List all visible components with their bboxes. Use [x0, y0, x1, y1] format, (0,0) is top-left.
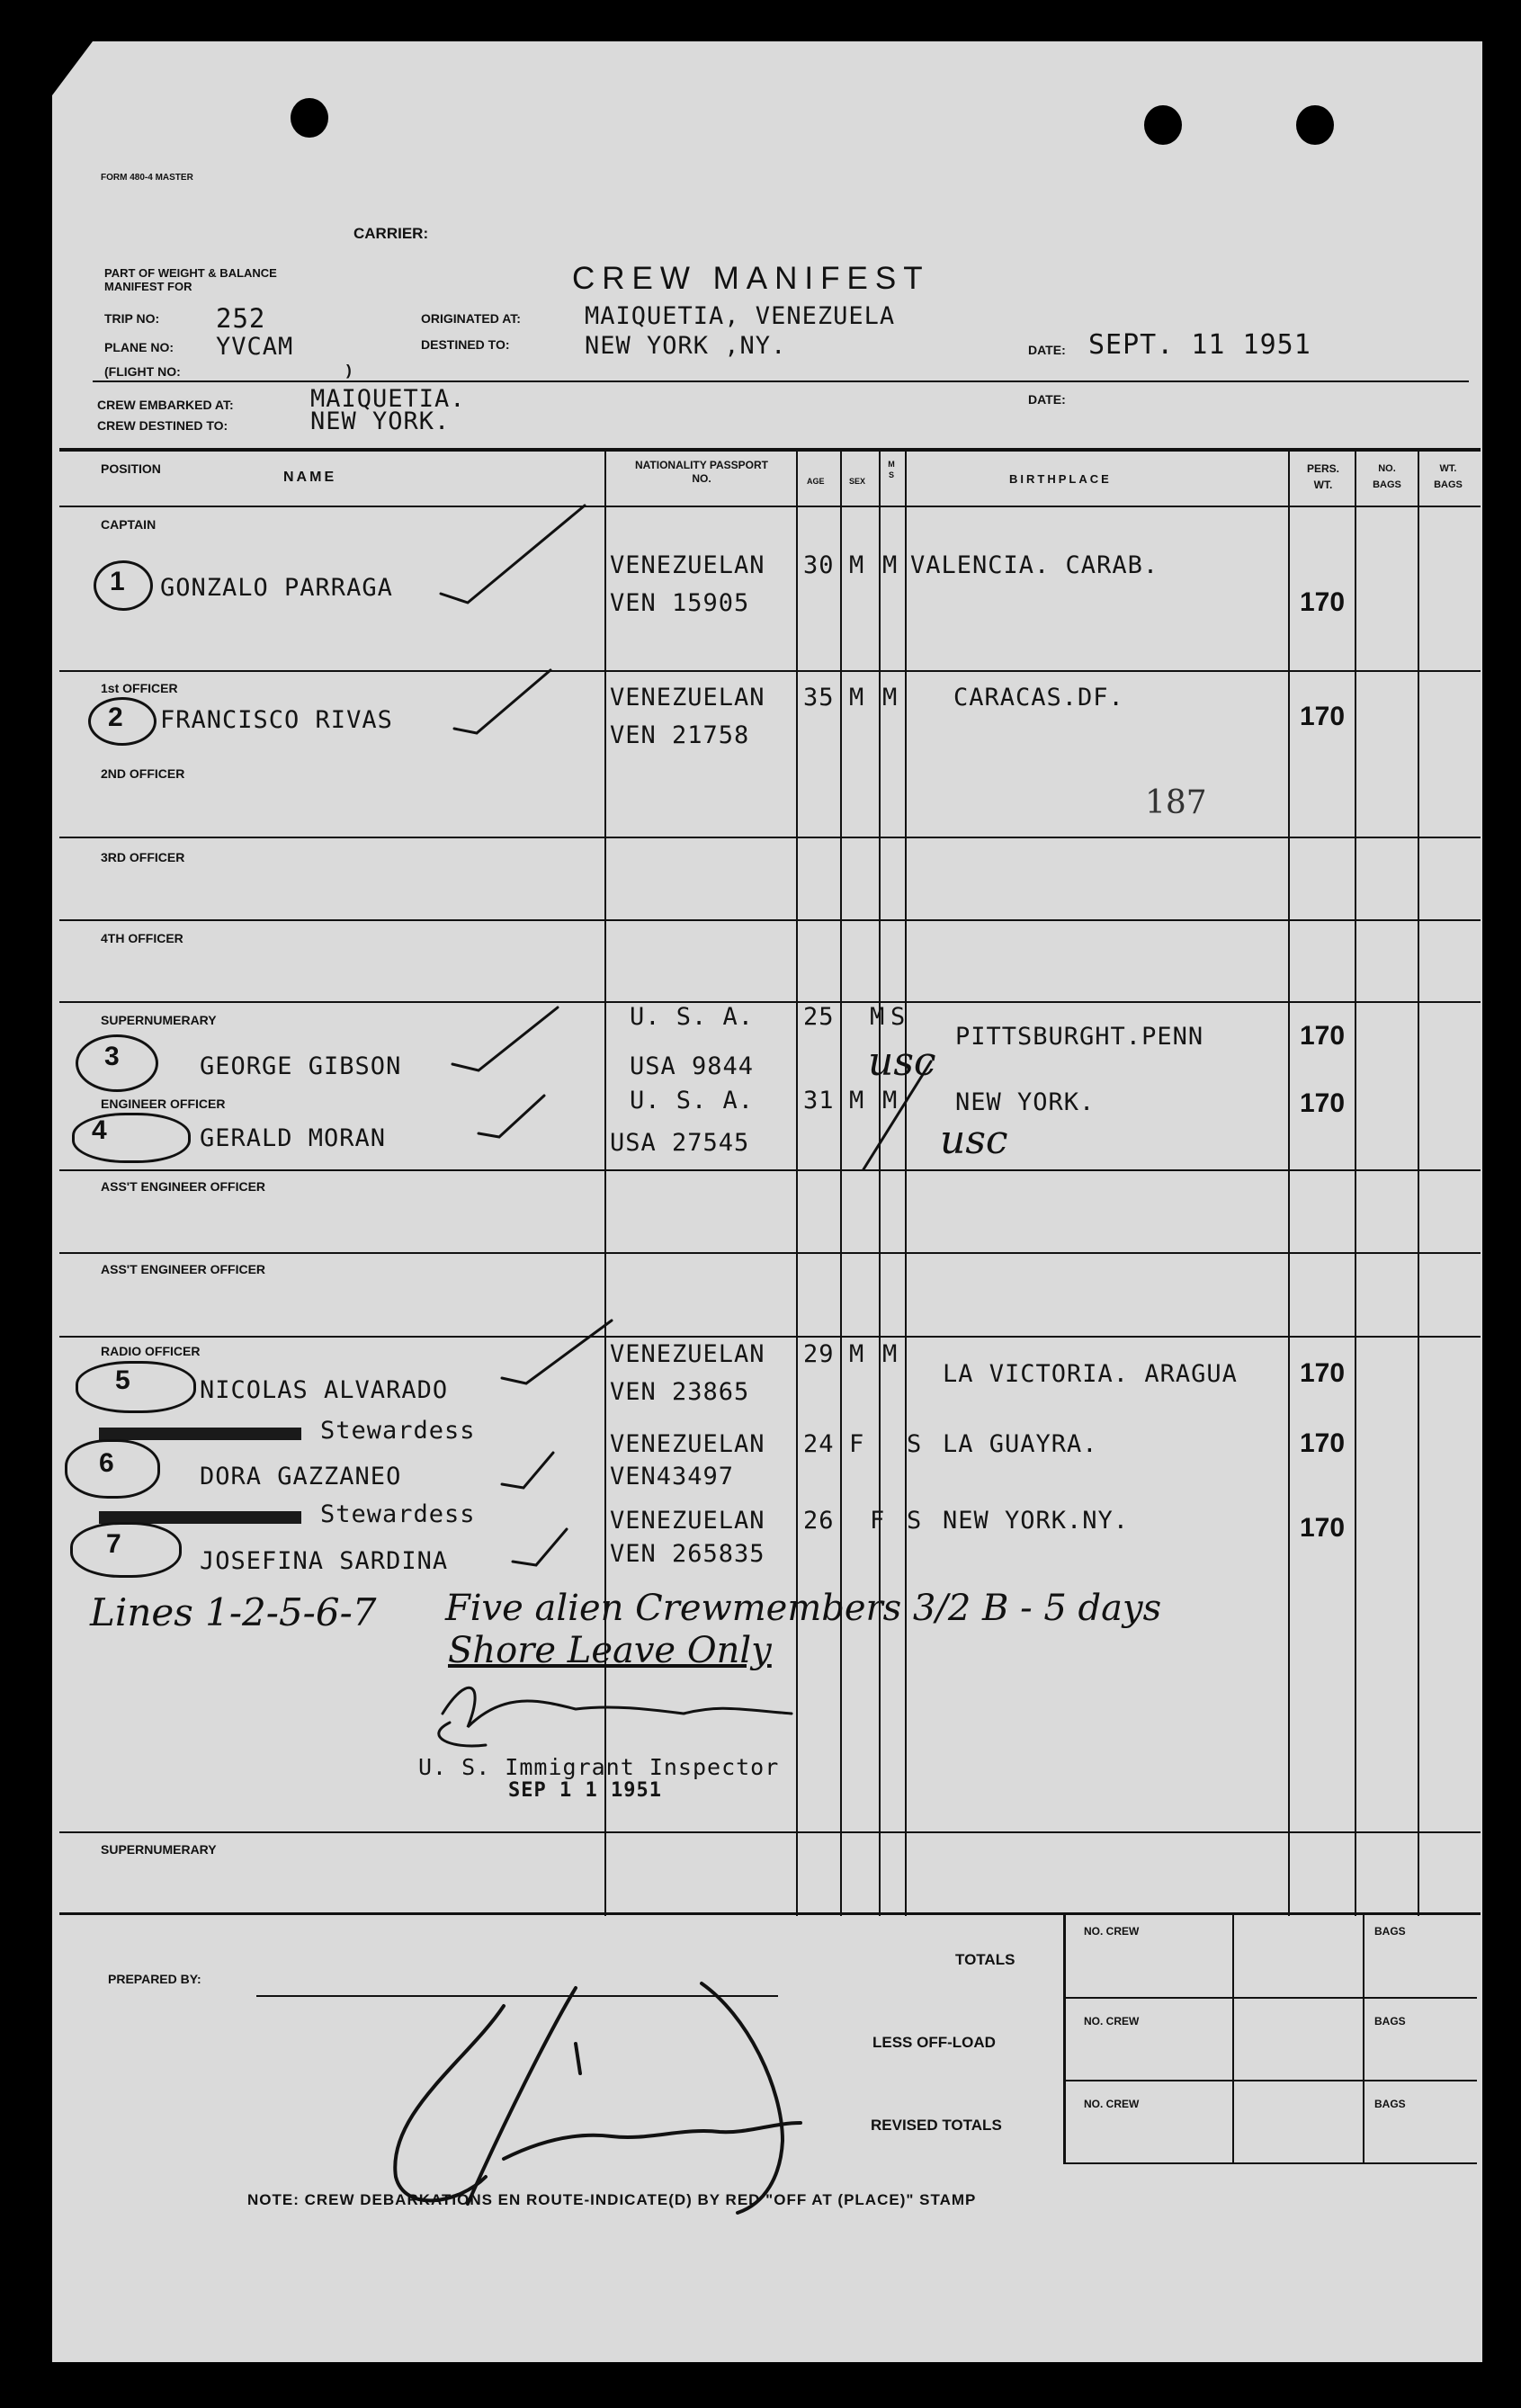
crew-age: 29: [803, 1340, 835, 1368]
crew-name: FRANCISCO RIVAS: [160, 706, 393, 734]
crew-birthplace: PITTSBURGHT.PENN: [955, 1023, 1204, 1051]
manifest-title: CREW MANIFEST: [572, 261, 930, 296]
crew-weight: 170: [1300, 1358, 1346, 1388]
crew-marital: S: [890, 1003, 907, 1031]
section-supernumerary-2: SUPERNUMERARY: [101, 1842, 217, 1857]
totals-grid-rule: [1063, 1997, 1477, 1999]
crew-sex: M: [849, 684, 865, 712]
crew-nationality: VENEZUELAN: [610, 551, 765, 579]
totals-grid-rule: [1063, 2162, 1477, 2164]
crew-sex: M: [849, 1340, 865, 1368]
crew-destined-label: CREW DESTINED TO:: [97, 418, 228, 433]
pencil-number: 187: [1145, 784, 1207, 821]
col-wt-bags: WT. BAGS: [1434, 463, 1463, 490]
crew-birthplace: VALENCIA. CARAB.: [910, 551, 1159, 579]
crew-birthplace: NEW YORK.NY.: [943, 1507, 1130, 1535]
crew-name: NICOLAS ALVARADO: [200, 1376, 449, 1404]
crew-destined-value: NEW YORK.: [310, 407, 451, 435]
col-no-bags: NO. BAGS: [1373, 463, 1401, 490]
shore-leave-note: Shore Leave Only: [448, 1630, 772, 1671]
col-ms: M S: [888, 460, 895, 479]
crew-age: 31: [803, 1087, 835, 1114]
usc-note: usc: [940, 1117, 1008, 1163]
crew-weight: 170: [1300, 702, 1346, 731]
crew-name: GEORGE GIBSON: [200, 1052, 402, 1080]
crew-nationality: VENEZUELAN: [610, 1507, 765, 1535]
part-of-label: PART OF WEIGHT & BALANCE MANIFEST FOR: [104, 266, 277, 293]
col-position: POSITION: [101, 461, 161, 476]
crew-birthplace: NEW YORK.: [955, 1088, 1096, 1116]
crew-number: 6: [99, 1448, 114, 1478]
crew-nationality: VENEZUELAN: [610, 684, 765, 712]
revised-totals-label: REVISED TOTALS: [871, 2117, 1002, 2134]
crew-role: Stewardess: [320, 1417, 476, 1445]
less-offload-label: LESS OFF-LOAD: [872, 2034, 996, 2051]
crew-marital: S: [907, 1507, 923, 1535]
crew-name: DORA GAZZANEO: [200, 1463, 402, 1490]
destined-value: NEW YORK ,NY.: [585, 332, 787, 360]
section-third-officer: 3RD OFFICER: [101, 850, 185, 864]
trip-label: TRIP NO:: [104, 311, 160, 326]
date-label: DATE:: [1028, 343, 1066, 357]
crew-name: JOSEFINA SARDINA: [200, 1547, 449, 1575]
trip-value: 252: [216, 303, 266, 334]
embarked-value: MAIQUETIA.: [310, 385, 466, 413]
section-fourth-officer: 4TH OFFICER: [101, 931, 183, 945]
crew-age: 26: [803, 1507, 835, 1535]
crew-passport: VEN 23865: [610, 1378, 750, 1406]
crew-nationality: U. S. A.: [630, 1087, 755, 1114]
crew-weight: 170: [1300, 1428, 1346, 1458]
crew-name: GONZALO PARRAGA: [160, 574, 393, 602]
crew-weight: 170: [1300, 1088, 1346, 1118]
totals-grid-rule: [1063, 2080, 1477, 2081]
crew-nationality: VENEZUELAN: [610, 1430, 765, 1458]
crew-passport: VEN 21758: [610, 721, 750, 749]
crew-nationality: U. S. A.: [630, 1003, 755, 1031]
date-value: SEPT. 11 1951: [1088, 329, 1311, 361]
crew-passport: VEN 15905: [610, 589, 750, 617]
plane-value: YVCAM: [216, 333, 294, 361]
crew-marital: S: [907, 1430, 923, 1458]
crew-number: 5: [115, 1365, 130, 1395]
col-age: AGE: [807, 477, 825, 486]
totals-grid-divider: [1232, 1912, 1234, 2164]
col-birthplace: BIRTHPLACE: [1009, 472, 1112, 486]
col-sex: SEX: [849, 477, 866, 486]
crew-weight: 170: [1300, 1513, 1346, 1543]
crew-age: 24: [803, 1430, 835, 1458]
destined-label: DESTINED TO:: [421, 337, 510, 352]
no-crew-label: NO. CREW: [1084, 2015, 1140, 2028]
section-radio-officer: RADIO OFFICER: [101, 1344, 201, 1358]
section-asst-engineer: ASS'T ENGINEER OFFICER: [101, 1179, 266, 1194]
plane-label: PLANE NO:: [104, 340, 174, 354]
crew-weight: 170: [1300, 587, 1346, 617]
crew-age: 30: [803, 551, 835, 579]
crew-birthplace: LA VICTORIA. ARAGUA: [943, 1360, 1238, 1388]
stamp-date: SEP 1 1 1951: [508, 1779, 662, 1802]
alien-note: Five alien Crewmembers 3/2 B - 5 days: [445, 1588, 1162, 1629]
crew-number: 2: [108, 703, 123, 732]
crew-name: GERALD MORAN: [200, 1124, 387, 1152]
originated-label: ORIGINATED AT:: [421, 311, 521, 326]
inspector-title: U. S. Immigrant Inspector: [418, 1754, 780, 1780]
crew-birthplace: LA GUAYRA.: [943, 1430, 1098, 1458]
crew-passport: VEN 265835: [610, 1540, 765, 1568]
lines-note: Lines 1-2-5-6-7: [90, 1590, 377, 1634]
section-asst-engineer: ASS'T ENGINEER OFFICER: [101, 1262, 266, 1276]
crew-weight: 170: [1300, 1021, 1346, 1051]
crew-sex: F: [870, 1507, 886, 1535]
crew-nationality: VENEZUELAN: [610, 1340, 765, 1368]
crew-number: 7: [106, 1529, 121, 1559]
crew-number: 1: [110, 567, 125, 596]
crew-marital: M: [882, 1087, 899, 1114]
crew-age: 25: [803, 1003, 835, 1031]
no-crew-label: NO. CREW: [1084, 2098, 1140, 2110]
totals-grid: [1063, 1912, 1480, 2164]
section-supernumerary: SUPERNUMERARY: [101, 1013, 217, 1027]
flight-label: (FLIGHT NO:: [104, 364, 181, 379]
crew-sex: F: [849, 1430, 865, 1458]
crew-number: 4: [92, 1115, 107, 1145]
crew-marital: M: [882, 684, 899, 712]
no-crew-label: NO. CREW: [1084, 1925, 1140, 1938]
prepared-by-line: [256, 1995, 778, 1997]
form-number: FORM 480-4 MASTER: [101, 173, 193, 183]
embarked-label: CREW EMBARKED AT:: [97, 398, 234, 412]
carrier-label: CARRIER:: [353, 225, 429, 242]
bags-label: BAGS: [1374, 2098, 1406, 2110]
section-first-officer: 1st OFFICER: [101, 681, 178, 695]
section-engineer-officer: ENGINEER OFFICER: [101, 1097, 226, 1111]
crew-marital: M: [882, 1340, 899, 1368]
crew-passport: VEN43497: [610, 1463, 735, 1490]
totals-grid-divider: [1363, 1912, 1364, 2164]
usc-note: usc: [868, 1039, 936, 1085]
originated-value: MAIQUETIA, VENEZUELA: [585, 302, 896, 330]
crew-passport: USA 27545: [610, 1129, 750, 1157]
crew-birthplace: CARACAS.DF.: [953, 684, 1124, 712]
section-second-officer: 2ND OFFICER: [101, 766, 185, 781]
bags-label: BAGS: [1374, 2015, 1406, 2028]
bags-label: BAGS: [1374, 1925, 1406, 1938]
crew-sex: M: [870, 1003, 886, 1031]
flight-close-paren: ): [346, 362, 352, 379]
crew-age: 35: [803, 684, 835, 712]
crew-debarkation-note: NOTE: CREW DEBARKATIONS EN ROUTE-INDICATE(D) BY RED "OFF AT (PLACE)" STAMP: [247, 2191, 977, 2208]
date-label-2: DATE:: [1028, 392, 1066, 407]
col-pers-wt: PERS. WT.: [1306, 462, 1339, 491]
section-captain: CAPTAIN: [101, 517, 157, 532]
crew-role: Stewardess: [320, 1500, 476, 1528]
prepared-by-label: PREPARED BY:: [108, 1972, 201, 1986]
col-nationality: NATIONALITY PASSPORT NO.: [634, 459, 768, 485]
crew-sex: M: [849, 551, 865, 579]
col-name: NAME: [283, 470, 337, 485]
totals-label: TOTALS: [955, 1951, 1015, 1968]
crew-marital: M: [882, 551, 899, 579]
crew-sex: M: [849, 1087, 865, 1114]
crew-number: 3: [104, 1042, 120, 1071]
crew-passport: USA 9844: [630, 1052, 755, 1080]
